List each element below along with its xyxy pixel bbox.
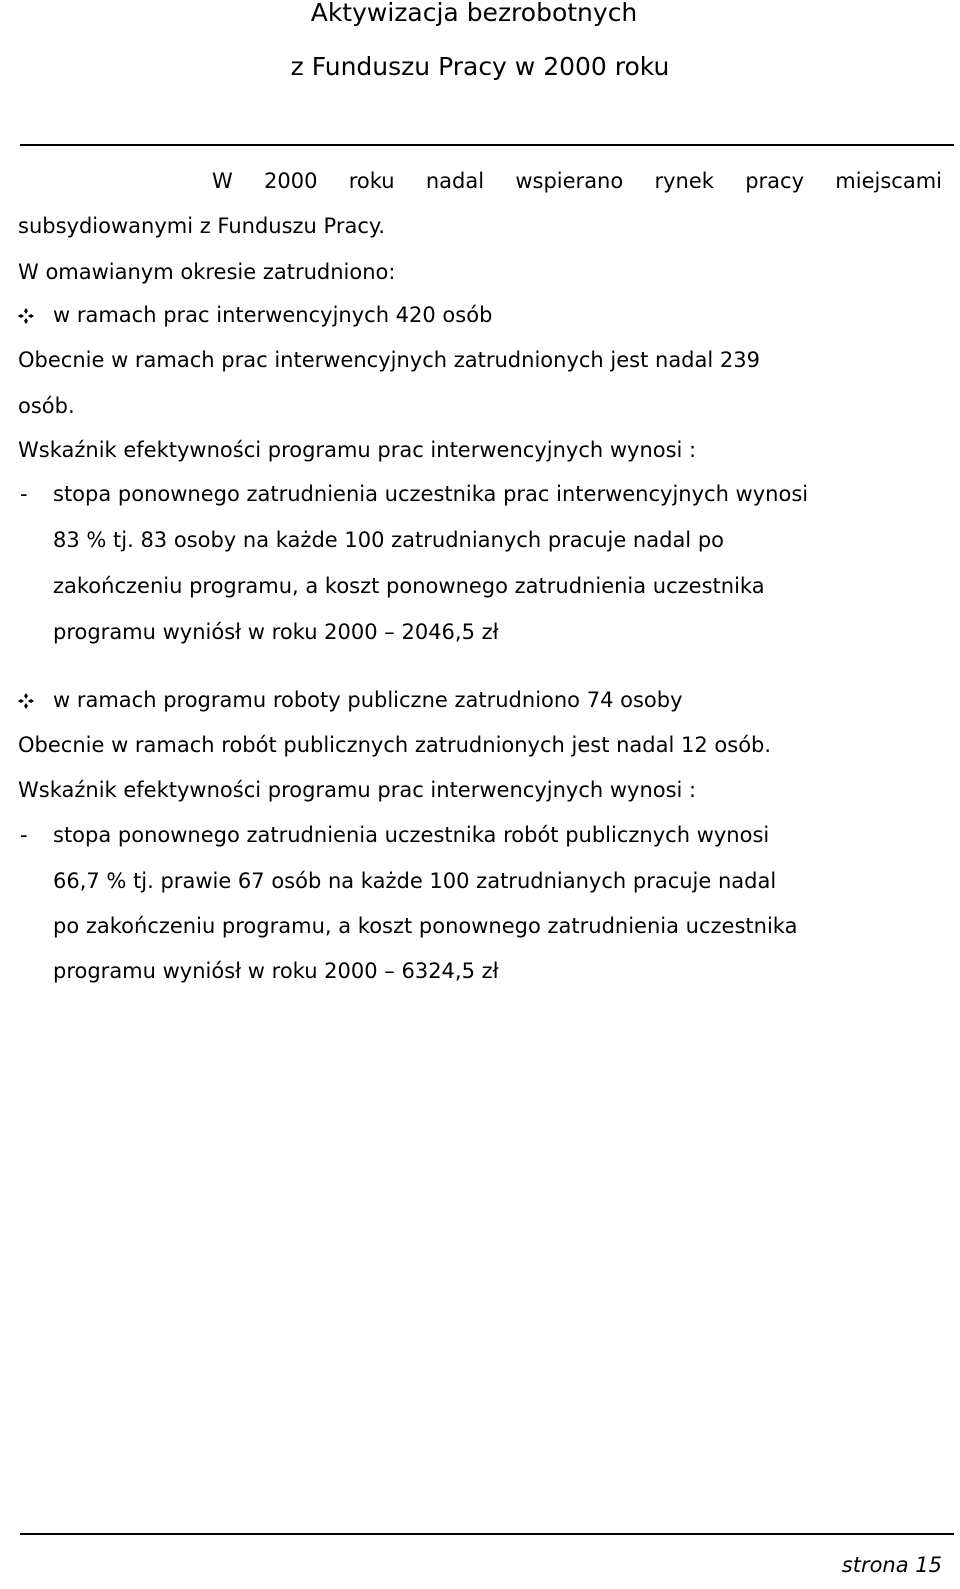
- diamond-bullet-icon: [17, 307, 35, 325]
- section2-detail-line4: programu wyniósł w roku 2000 – 6324,5 zł: [53, 959, 499, 983]
- section2-dash: -: [20, 823, 28, 847]
- section1-indicator-heading: Wskaźnik efektywności programu prac interwencyjnych wynosi :: [18, 438, 697, 462]
- section1-dash: -: [20, 482, 28, 506]
- section2-detail-line2: 66,7 % tj. prawie 67 osób na każde 100 zatrudnianych pracuje nadal: [53, 869, 777, 893]
- document-title-line1: Aktywizacja bezrobotnych: [310, 0, 638, 27]
- diamond-bullet-icon: [17, 692, 35, 710]
- header-divider: [20, 144, 954, 146]
- intro-line2: subsydiowanymi z Funduszu Pracy.: [18, 214, 385, 238]
- section2-detail-line3: po zakończeniu programu, a koszt ponownego zatrudnienia uczestnika: [53, 914, 798, 938]
- section1-detail-line4: programu wyniósł w roku 2000 – 2046,5 zł: [53, 620, 499, 644]
- footer-divider: [20, 1533, 954, 1535]
- intro-line1: W 2000 roku nadal wspierano rynek pracy miejscami: [212, 169, 942, 193]
- section2-bullet-text: w ramach programu roboty publiczne zatrudniono 74 osoby: [53, 688, 683, 712]
- page-number: strona 15: [841, 1553, 942, 1577]
- section1-current-line1: Obecnie w ramach prac interwencyjnych zatrudnionych jest nadal 239: [18, 348, 760, 372]
- section1-detail-line2: 83 % tj. 83 osoby na każde 100 zatrudnianych pracuje nadal po: [53, 528, 724, 552]
- section2-indicator-heading: Wskaźnik efektywności programu prac interwencyjnych wynosi :: [18, 778, 697, 802]
- section1-current-line2: osób.: [18, 394, 75, 418]
- period-intro: W omawianym okresie zatrudniono:: [18, 260, 396, 284]
- section2-detail-line1: stopa ponownego zatrudnienia uczestnika robót publicznych wynosi: [53, 823, 770, 847]
- document-title-line2: z Funduszu Pracy w 2000 roku: [290, 52, 670, 81]
- section1-detail-line1: stopa ponownego zatrudnienia uczestnika prac interwencyjnych wynosi: [53, 482, 809, 506]
- section2-current-line: Obecnie w ramach robót publicznych zatrudnionych jest nadal 12 osób.: [18, 733, 772, 757]
- section1-bullet-text: w ramach prac interwencyjnych 420 osób: [53, 303, 493, 327]
- section1-detail-line3: zakończeniu programu, a koszt ponownego zatrudnienia uczestnika: [53, 574, 765, 598]
